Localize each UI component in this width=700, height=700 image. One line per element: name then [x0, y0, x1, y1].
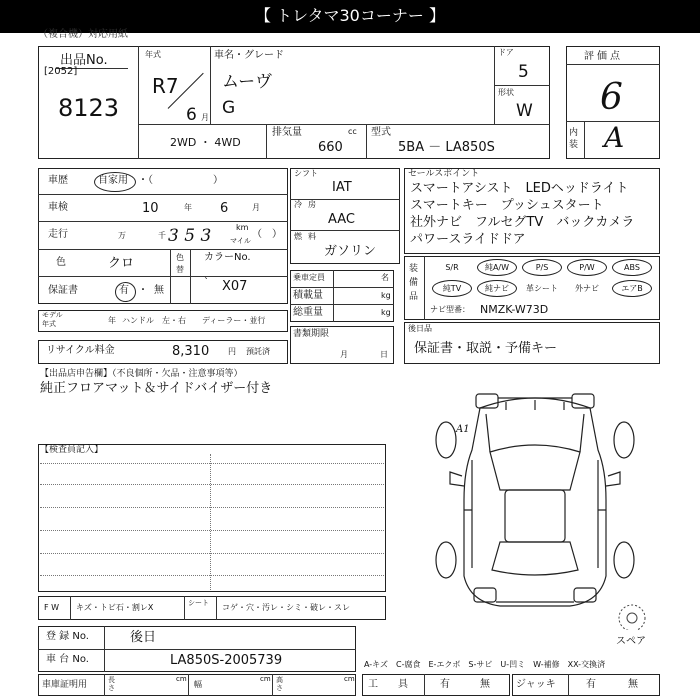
shape-value: W: [516, 101, 533, 121]
exhibitor-value: 純正フロアマット＆サイドバイザー付き: [40, 381, 273, 396]
inspection-year-unit: 年: [184, 203, 192, 212]
year-label: 年式: [145, 50, 161, 59]
tools-label: 工 具: [368, 679, 408, 690]
seat-text: コゲ・穴・汚レ・シミ・破レ・スレ: [222, 603, 350, 612]
grade: G: [222, 98, 236, 118]
fw-text: キズ・トビ石・割レX: [76, 603, 154, 612]
inspector-label: 【検査員記入】: [40, 445, 104, 455]
mileage-value: 3 5 3: [168, 226, 212, 246]
warranty-yes: 有: [119, 285, 129, 296]
damage-mark: A1: [456, 424, 470, 435]
tools-no: 無: [480, 679, 490, 690]
fw-label: F W: [44, 603, 60, 612]
displacement-value: 660: [318, 140, 343, 155]
load-label: 積載量: [293, 290, 323, 301]
recycle-value: 8,310: [172, 344, 210, 359]
later-label: 後日品: [408, 324, 432, 333]
model-handle: ハンドル 左・右: [122, 316, 186, 325]
model-label1: モデル: [42, 311, 63, 319]
inspection-label: 車検: [48, 202, 68, 213]
equipment-item: 純ナビ: [477, 280, 517, 297]
recycle-unit: 円: [228, 347, 236, 356]
warranty-sep: ・: [138, 285, 148, 296]
type-label: 型式: [371, 127, 391, 138]
score-value: 6: [600, 77, 623, 118]
mileage-label: 走行: [48, 229, 68, 240]
color-change-label: 色替: [176, 253, 184, 274]
chassis-value: LA850S-2005739: [170, 653, 283, 668]
exhibitor-label: 【出品店申告欄】（不良個所・欠品・注意事項等）: [40, 369, 243, 379]
displacement-label: 排気量: [272, 127, 302, 138]
cert-col-width: 幅: [194, 680, 202, 689]
year-month-unit: 月: [201, 113, 209, 122]
top-note: （複合機）対応用紙: [38, 29, 128, 40]
doors-label: ドア: [498, 48, 514, 57]
color-code-label: カラーNo.: [204, 252, 251, 263]
cert-unit-1: cm: [176, 675, 187, 683]
shift-value: IAT: [332, 180, 352, 195]
cert-unit-2: cm: [260, 675, 271, 683]
equipment-item: 純A/W: [477, 259, 517, 276]
lot-code: [2052]: [44, 66, 78, 77]
docs-unit: 月: [340, 350, 348, 359]
warranty-label: 保証書: [48, 285, 78, 296]
sales-line-3: 社外ナビ フルセグTV バックカメラ: [410, 215, 635, 230]
lot-label: 出品No.: [60, 53, 108, 68]
jack-label: ジャッキ: [516, 679, 556, 690]
later-value: 保証書・取説・予備キー: [414, 341, 558, 356]
type-value: 5BA － LA850S: [398, 140, 495, 155]
model-name: ムーヴ: [222, 72, 273, 92]
cert-unit-3: cm: [344, 675, 355, 683]
drive: 2WD ・ 4WD: [170, 136, 241, 149]
spare-label: スペア: [616, 636, 646, 647]
model-label2: 年式: [42, 320, 56, 328]
cert-col-length: 長さ: [108, 676, 115, 692]
chassis-label: 車 台 No.: [46, 654, 89, 665]
cert-col-height: 高さ: [276, 676, 283, 692]
interior-value: A: [604, 121, 625, 154]
cert-label: 車庫証明用: [42, 680, 88, 690]
load-unit: kg: [381, 291, 391, 300]
capacity-unit: 名: [381, 273, 389, 282]
year-month: 6: [186, 105, 197, 125]
damage-legend: A-キズ C-腐食 E-エクボ S-サビ U-凹ミ W-補修 XX-交換済: [364, 660, 606, 669]
equipment-item: 外ナビ: [575, 284, 599, 293]
equipment-item: P/S: [522, 259, 562, 276]
equipment-item: ABS: [612, 259, 652, 276]
sales-line-1: スマートアシスト LEDヘッドライト: [410, 181, 629, 196]
name-label: 車名・グレード: [214, 50, 284, 61]
score-label: 評価点: [584, 51, 623, 62]
recycle-note: 預託済: [246, 347, 270, 356]
equipment-item: 純TV: [432, 280, 472, 297]
docs-label: 書類期限: [293, 329, 330, 339]
year-era: R7: [152, 74, 179, 98]
warranty-no: 無: [154, 285, 164, 296]
reg-label: 登 録 No.: [46, 631, 89, 642]
navi-model: NMZK-W73D: [480, 303, 549, 316]
color-value: クロ: [108, 256, 135, 271]
fuel-label: 燃料: [294, 232, 322, 241]
inspection-month-unit: 月: [252, 203, 260, 212]
displacement-unit: cc: [348, 127, 357, 136]
weight-label: 総重量: [293, 307, 323, 318]
inspection-year: 10: [142, 201, 159, 216]
mileage-km: km: [236, 223, 249, 232]
sales-label: セールスポイント: [408, 169, 480, 179]
interior-label: 内装: [569, 128, 579, 150]
color-label: 色: [56, 257, 66, 268]
color-code: X07: [222, 279, 248, 294]
equipment-item: 革シート: [526, 284, 558, 293]
recycle-label: リサイクル料金: [46, 345, 115, 356]
equipment-item: P/W: [567, 259, 607, 276]
model-year-unit: 年: [108, 316, 116, 325]
color-code-dash: `: [204, 277, 209, 288]
mileage-sen: 千: [158, 231, 166, 240]
tools-yes: 有: [440, 679, 450, 690]
inspection-month: 6: [220, 201, 229, 216]
jack-no: 無: [628, 679, 638, 690]
history-value: 自家用: [98, 175, 128, 186]
sales-line-4: パワースライドドア: [410, 232, 526, 247]
navi-label: ナビ型番：: [430, 305, 470, 314]
jack-yes: 有: [586, 679, 596, 690]
lot-number: 8123: [58, 94, 120, 122]
header-title: 【 トレタマ30コーナー 】: [255, 6, 445, 25]
history-label: 車歴: [48, 175, 68, 186]
weight-unit: kg: [381, 308, 391, 317]
inspector-box: [38, 444, 386, 592]
model-dealer: ディーラー・並行: [202, 316, 266, 325]
mileage-man: 万: [118, 231, 126, 240]
reg-value: 後日: [130, 630, 157, 645]
shape-label: 形状: [498, 88, 514, 97]
shift-label: シフト: [294, 169, 318, 178]
sales-line-2: スマートキー プッシュスタート: [410, 198, 604, 213]
equipment-item: S/R: [445, 263, 459, 272]
capacity-label: 乗車定員: [293, 273, 325, 282]
history-suffix: ・（ ）: [138, 175, 223, 186]
car-diagram: [410, 380, 660, 630]
equipment-item: エアB: [612, 280, 652, 297]
equipment-label: 装備品: [409, 264, 419, 302]
fuel-value: ガソリン: [324, 244, 377, 259]
ac-value: AAC: [328, 212, 355, 227]
ac-label: 冷房: [294, 200, 322, 209]
docs-unit2: 日: [380, 350, 388, 359]
mileage-mile: マイル: [230, 237, 251, 245]
mileage-paren: （ ）: [252, 229, 282, 240]
doors-value: 5: [518, 62, 529, 82]
seat-label: シート: [188, 599, 209, 607]
